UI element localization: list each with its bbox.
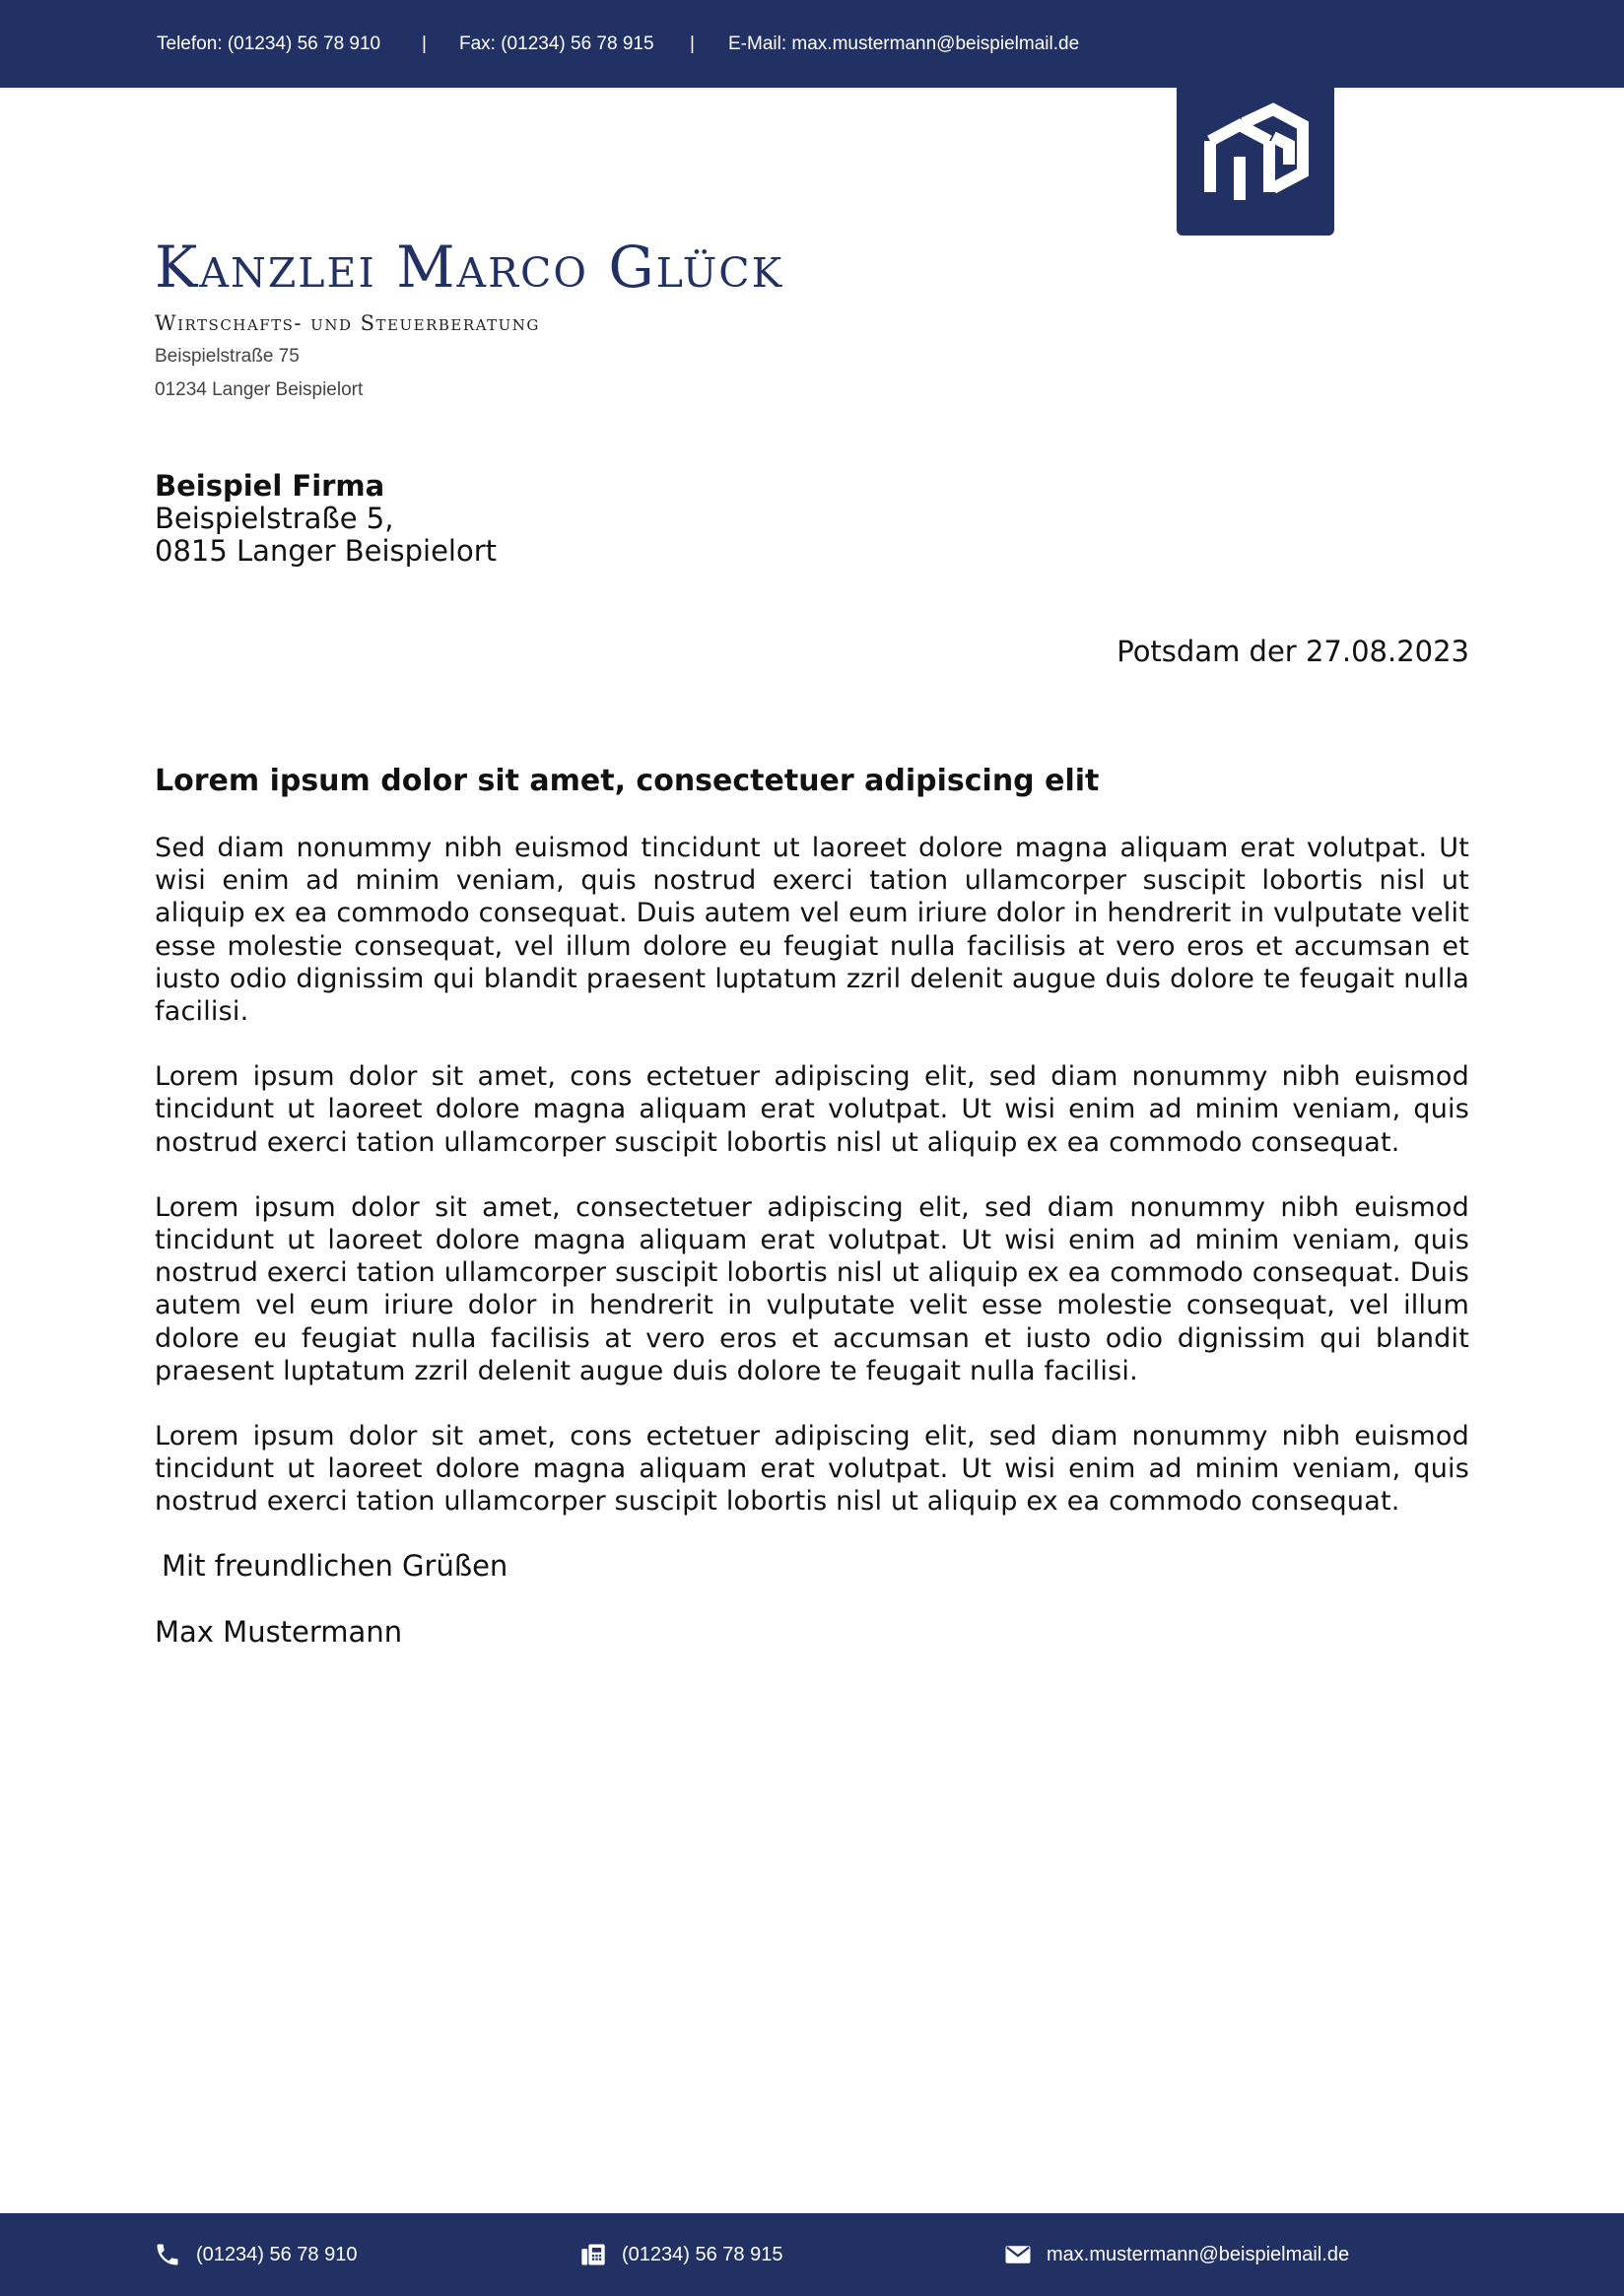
mail-icon — [1003, 2240, 1033, 2269]
signer-name: Max Mustermann — [155, 1615, 403, 1649]
firm-name: Kanzlei Marco Glück — [155, 234, 784, 301]
firm-city: 01234 Langer Beispielort — [155, 379, 364, 400]
fax-icon — [578, 2240, 608, 2269]
firm-street: Beispielstraße 75 — [155, 346, 300, 367]
footer-fax — [578, 2213, 782, 2296]
recipient-address — [155, 470, 497, 568]
phone-icon — [153, 2240, 182, 2269]
footer-bar — [0, 2213, 1624, 2296]
header-email: E-Mail: max.mustermann@beispielmail.de — [728, 34, 1080, 54]
header-separator: | — [422, 34, 427, 54]
header-fax: Fax: (01234) 56 78 915 — [459, 34, 654, 54]
recipient-street: Beispielstraße 5, — [155, 502, 394, 535]
header-separator: | — [690, 34, 695, 54]
letter-body — [155, 832, 1469, 1551]
cube-monogram-icon — [1196, 101, 1315, 220]
body-paragraph: Sed diam nonummy nibh euismod tincidunt ut laoreet dolore magna aliquam erat volutpat. Ut wisi enim ad minim veniam, quis nostrud exerci tation ullamcorper suscipit lobortis nisl ut aliquip ex ea commodo consequat. Duis autem vel eum iriure dolor in hendrerit in vulputate velit esse molestie consequat, vel illum dolore eu feugiat nulla facilisis at vero eros et accumsan et iusto odio dignissim qui blandit praesent luptatum zzril delenit augue duis dolore te feugait nulla facilisi. — [155, 833, 1469, 1028]
footer-email — [1003, 2213, 1349, 2296]
letter-date: Potsdam der 27.08.2023 — [1116, 635, 1469, 668]
body-paragraph: Lorem ipsum dolor sit amet, consectetuer adipiscing elit, sed diam nonummy nibh euismod tincidunt ut laoreet dolore magna aliquam erat volutpat. Ut wisi enim ad minim veniam, quis nostrud exerci tation ullamcorper suscipit lobortis nisl ut aliquip ex ea commodo consequat. Duis autem vel eum iriure dolor in hendrerit in vulputate velit esse molestie consequat, vel illum dolore eu feugiat nulla facilisis at vero eros et accumsan et iusto odio dignissim qui blandit praesent luptatum zzril delenit augue duis dolore te feugait nulla facilisi. — [155, 1191, 1469, 1386]
recipient-city: 0815 Langer Beispielort — [155, 534, 498, 568]
footer-email-text: max.mustermann@beispielmail.de — [1047, 2243, 1350, 2265]
letter-subject: Lorem ipsum dolor sit amet, consectetuer adipiscing elit — [155, 764, 1100, 798]
footer-fax-text: (01234) 56 78 915 — [622, 2243, 783, 2265]
body-paragraph: Lorem ipsum dolor sit amet, cons ectetuer adipiscing elit, sed diam nonummy nibh euismod tincidunt ut laoreet dolore magna aliquam erat volutpat. Ut wisi enim ad minim veniam, quis nostrud exerci tation ullamcorper suscipit lobortis nisl ut aliquip ex ea commodo consequat. — [155, 1421, 1469, 1518]
recipient-name: Beispiel Firma — [155, 469, 385, 503]
header-bar — [0, 0, 1624, 88]
footer-phone — [153, 2213, 357, 2296]
footer-phone-text: (01234) 56 78 910 — [196, 2243, 358, 2265]
firm-tagline: Wirtschafts- und Steuerberatung — [155, 311, 540, 335]
letter-closing: Mit freundlichen Grüßen — [162, 1549, 508, 1583]
firm-logo — [1177, 88, 1334, 236]
body-paragraph: Lorem ipsum dolor sit amet, cons ectetuer adipiscing elit, sed diam nonummy nibh euismod tincidunt ut laoreet dolore magna aliquam erat volutpat. Ut wisi enim ad minim veniam, quis nostrud exerci tation ullamcorper suscipit lobortis nisl ut aliquip ex ea commodo consequat. — [155, 1061, 1469, 1158]
header-phone: Telefon: (01234) 56 78 910 — [157, 34, 381, 54]
